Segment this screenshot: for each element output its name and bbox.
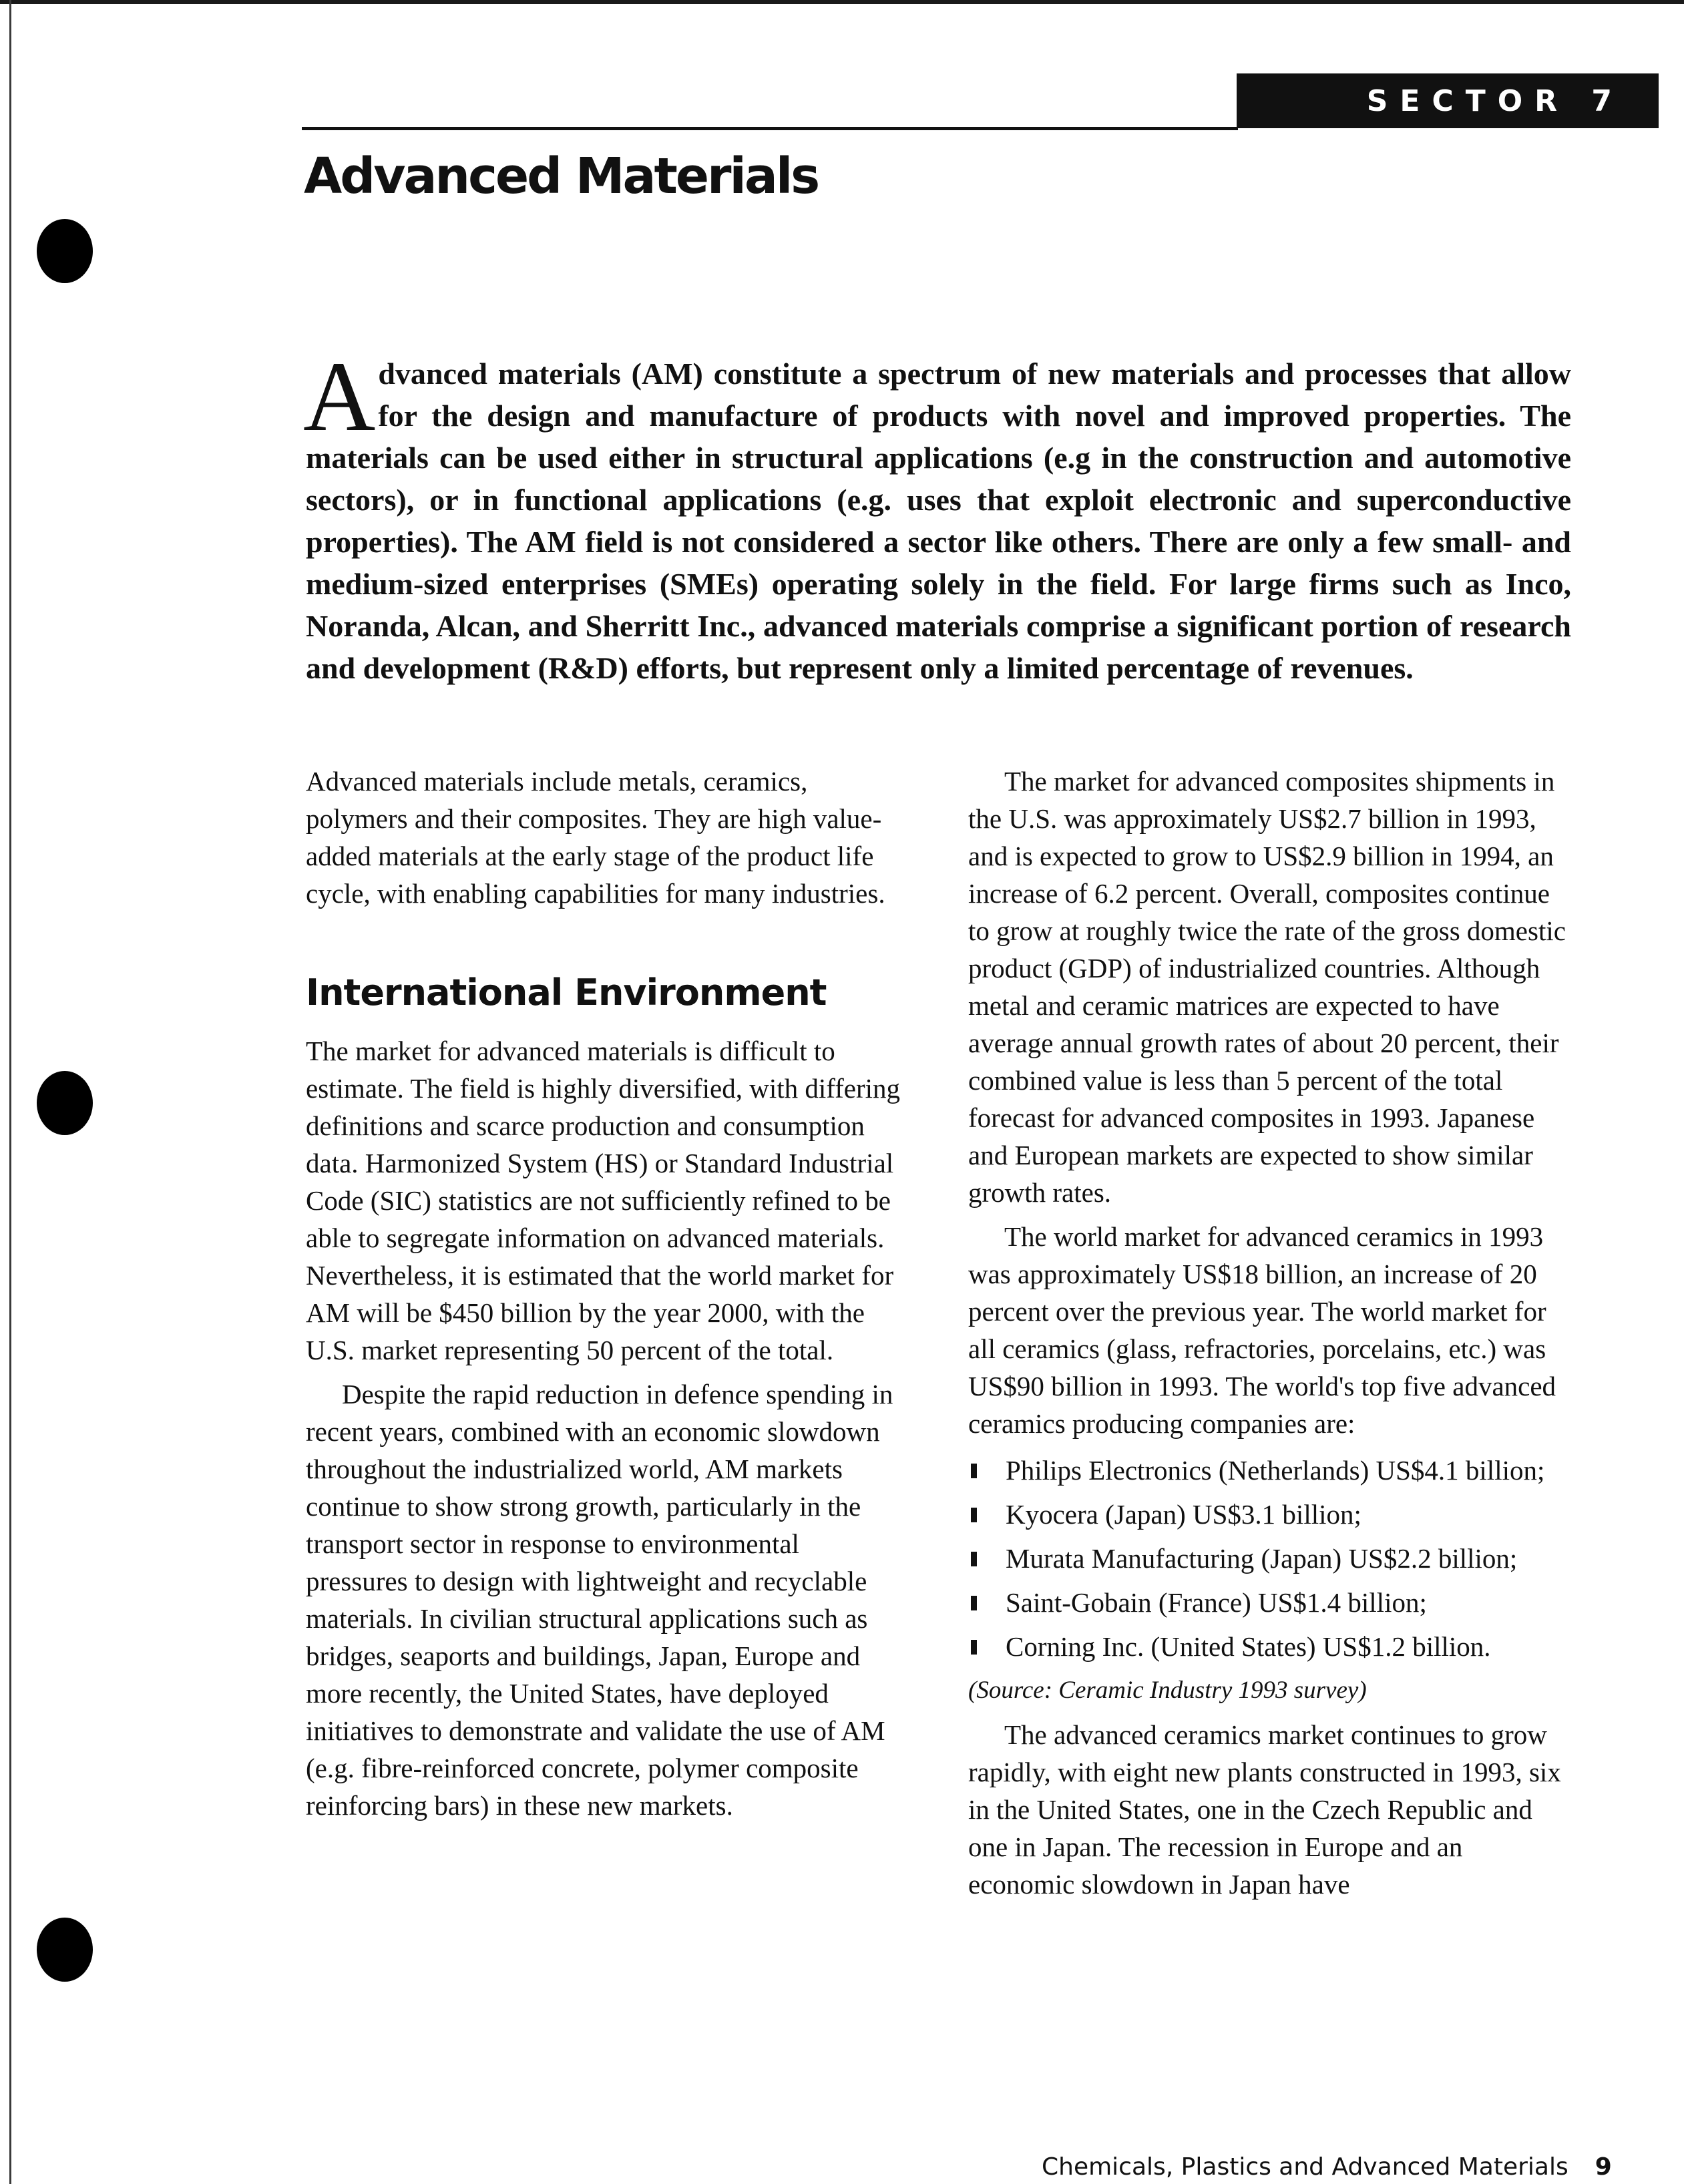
intro-paragraph [303,341,1571,689]
list-item-text: Corning Inc. (United States) US$1.2 billion. [1006,1631,1491,1662]
body-paragraph: The advanced ceramics market continues to grow rapidly, with eight new plants constructed in 1993, six in the United States, one in the Czech Republic and one in Japan. The recession in Europe and an economic slowdown in Japan have [968,1719,1561,1900]
body-paragraph: The market for advanced materials is difficult to estimate. The field is highly diversified, with differing definitions and scarce production and consumption data. Harmonized System (HS) or Standard Industrial Code (SIC) statistics are not sufficiently refined to be able to segregate information on advanced materials. Nevertheless, it is estimated that the world market for AM will be $450 billion by the year 2000, with the U.S. market representing 50 percent of the total. [306,1036,901,1365]
list-item [968,1452,1569,1489]
body-paragraph: Despite the rapid reduction in defence spending in recent years, combined with an economic slowdown throughout the industrialized world, AM markets continue to show strong growth, particularly in the transport sector in response to environmental pressures to design with lightweight and recyclable materials. In civilian structural applications such as bridges, seaports and buildings, Japan, Europe and more recently, the United States, have deployed initiatives to demonstrate and validate the use of AM (e.g. fibre-reinforced concrete, polymer composite reinforcing bars) in these new markets. [306,1379,893,1821]
footer-publication: Chemicals, Plastics and Advanced Materials [1042,2153,1568,2181]
square-bullet-icon [971,1464,977,1478]
page-top-edge [0,0,1684,4]
body-paragraph: Advanced materials include metals, ceramics, polymers and their composites. They are high value-added materials at the early stage of the product life cycle, with enabling capabilities for many industries. [306,766,885,909]
left-column [306,762,907,1831]
section-heading: International Environment [306,971,827,1014]
company-list [968,1452,1569,1665]
list-item [968,1584,1569,1621]
body-paragraph: The world market for advanced ceramics in 1993 was approximately US$18 billion, an increase of 20 percent over the previous year. The world market for all ceramics (glass, refractories, porcelains, etc.) was US$90 billion in 1993. The world's top five advanced ceramics producing companies are: [968,1221,1556,1439]
list-item-text: Kyocera (Japan) US$3.1 billion; [1006,1499,1361,1530]
punch-hole [37,1918,93,1982]
header-rule [302,127,1238,130]
sector-tab: SECTOR 7 [1237,73,1659,128]
punch-hole [37,219,93,283]
list-item [968,1496,1569,1533]
list-item [968,1628,1569,1665]
page-left-edge [9,0,11,2184]
square-bullet-icon [971,1596,977,1610]
list-item [968,1540,1569,1577]
drop-cap: A [303,341,376,452]
list-item-text: Saint-Gobain (France) US$1.4 billion; [1006,1587,1427,1618]
square-bullet-icon [971,1640,977,1655]
body-paragraph: The market for advanced composites shipments in the U.S. was approximately US$2.7 billion in 1993, and is expected to grow to US$2.9 billion in 1994, an increase of 6.2 percent. Overall, composites continue to grow at roughly twice the rate of the gross domestic product (GDP) of industrialized countries. Although metal and ceramic matrices are expected to have average annual growth rates of about 20 percent, their combined value is less than 5 percent of the total forecast for advanced composites in 1993. Japanese and European markets are expected to show similar growth rates. [968,766,1566,1208]
intro-text: dvanced materials (AM) constitute a spectrum of new materials and processes that allow for the design and manufacture of products with novel and improved properties. The materials can be used either in structural applications (e.g in the construction and automotive sectors), or in functional applications (e.g. uses that exploit electronic and superconductive properties). The AM field is not considered a sector like others. There are only a few small- and medium-sized enterprises (SMEs) operating solely in the field. For large firms such as Inco, Noranda, Alcan, and Sherritt Inc., advanced materials comprise a significant portion of research and development (R&D) efforts, but represent only a limited percentage of revenues. [306,357,1571,685]
list-item-text: Philips Electronics (Netherlands) US$4.1 billion; [1006,1455,1545,1486]
page-title: Advanced Materials [304,148,819,205]
square-bullet-icon [971,1508,977,1522]
page-footer [1042,2154,1612,2181]
square-bullet-icon [971,1552,977,1566]
source-note: (Source: Ceramic Industry 1993 survey) [968,1677,1367,1704]
right-column [968,762,1569,1910]
list-item-text: Murata Manufacturing (Japan) US$2.2 billion; [1006,1543,1518,1574]
page-number: 9 [1595,2153,1612,2181]
punch-hole [37,1071,93,1135]
